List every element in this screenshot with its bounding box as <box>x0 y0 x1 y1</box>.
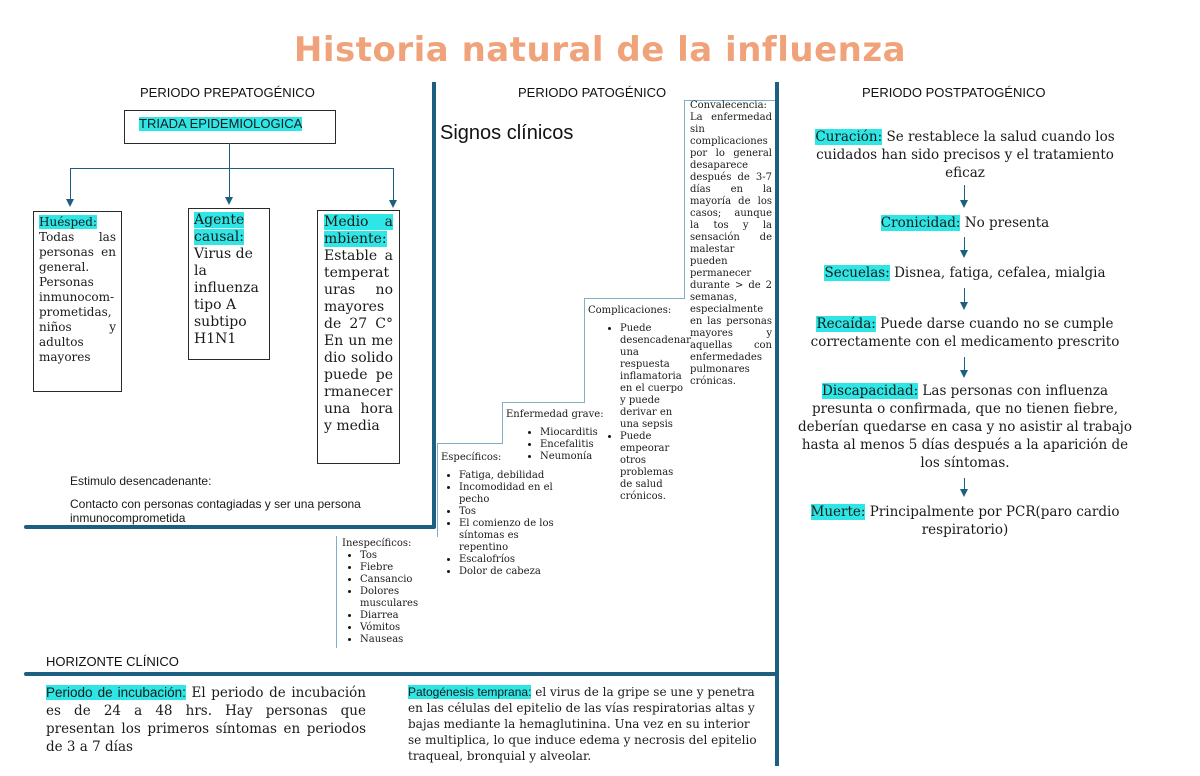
estimulo-text: Contacto con personas contagiadas y ser una persona inmunocomprometida <box>70 497 361 525</box>
patogenesis-text: el virus de la gripe se une y penetra en las células del epitelio de las vías respiratorias altas y bajas mediante la hemaglutinina. Una vez en su interior se multiplica, lo que induce edema y necrosis del epitelio traqueal, bronquial y alveolar. <box>408 685 757 763</box>
muerte-label: Muerte: <box>810 504 866 520</box>
divider-vertical-right <box>775 82 779 766</box>
inespecificos-label: Inespecíficos: <box>342 538 412 549</box>
patogenesis-label: Patogénesis temprana: <box>408 685 532 699</box>
list-item: • Vómitos <box>360 622 434 634</box>
cronicidad-block <box>800 214 1130 232</box>
connector-medio <box>393 168 394 201</box>
secuelas-text: Disnea, fatiga, cefalea, mialgia <box>889 265 1106 281</box>
post-connector <box>964 357 965 371</box>
header-prepatogenico: PERIODO PREPATOGÉNICO <box>140 85 315 100</box>
list-item: • El comienzo de los síntomas es repentino <box>459 518 561 554</box>
arrow-down-icon <box>389 200 397 208</box>
agente-text: Virus de la influenza tipo A subtipo H1N1 <box>194 246 259 347</box>
especificos-block <box>441 452 561 578</box>
muerte-text: Principalmente por PCR(paro cardio respiratorio) <box>865 504 1120 538</box>
curacion-label: Curación: <box>815 129 883 145</box>
complicaciones-block <box>588 305 691 503</box>
list-item: • Escalofríos <box>459 554 561 566</box>
inespecificos-list <box>342 550 434 646</box>
triada-label: TRIADA EPIDEMIOLOGICA <box>139 116 303 131</box>
divider-horizontal-horizonte <box>24 672 779 676</box>
recaida-block <box>800 315 1130 351</box>
list-item: • Neumonía <box>540 451 606 463</box>
list-item: • Diarrea <box>360 610 434 622</box>
list-item: • Fiebre <box>360 562 434 574</box>
page-title: Historia natural de la influenza <box>293 30 907 70</box>
triada-connector-stem <box>229 143 230 168</box>
post-connector <box>964 237 965 251</box>
arrow-down-icon <box>66 199 74 207</box>
muerte-block <box>800 503 1130 539</box>
especificos-label: Específicos: <box>441 452 502 463</box>
list-item: • Tos <box>360 550 434 562</box>
estimulo-label: Estimulo desencadenante: <box>70 474 212 488</box>
arrow-down-icon <box>960 489 968 497</box>
discapacidad-text: Las personas con influenza presunta o confirmada, que no tienen fiebre, deberían quedarse en casa y no asistir al trabajo hasta al menos 5 días después a la aparición de los síntomas. <box>798 383 1132 471</box>
curacion-block <box>800 128 1130 182</box>
huesped-box <box>33 211 122 392</box>
list-item: • Dolor de cabeza <box>459 566 561 578</box>
list-item: • Fatiga, debilidad <box>459 470 561 482</box>
arrow-down-icon <box>960 200 968 208</box>
incubacion-text: El periodo de incubación es de 24 a 48 hrs. Hay personas que presentan los primeros síntomas en periodos de 3 a 7 días <box>46 685 366 755</box>
especificos-list <box>441 470 561 578</box>
signos-clinicos-title: Signos clínicos <box>440 122 574 144</box>
secuelas-block <box>800 264 1130 282</box>
huesped-title: Huésped: <box>39 215 97 229</box>
patogenesis-block <box>408 684 758 764</box>
triada-connector-bar <box>70 168 394 169</box>
list-item: • Dolores musculares <box>360 586 434 610</box>
inespecificos-block <box>342 538 434 646</box>
cronicidad-text: No presenta <box>960 215 1050 231</box>
list-item: • Miocarditis <box>540 427 606 439</box>
list-item: • Tos <box>459 506 561 518</box>
connector-huesped <box>70 168 71 200</box>
incubacion-label: Periodo de incubación: <box>46 685 186 700</box>
triada-box <box>124 110 336 144</box>
medio-title: Medio ambiente: <box>324 214 393 247</box>
list-item: • Nauseas <box>360 634 434 646</box>
header-patogenico: PERIODO PATOGÉNICO <box>518 85 667 100</box>
secuelas-label: Secuelas: <box>824 265 890 281</box>
arrow-down-icon <box>960 302 968 310</box>
post-connector <box>964 185 965 201</box>
convalecencia-label: Convalecencia: <box>690 100 767 111</box>
connector-agente <box>229 168 230 198</box>
post-connector <box>964 288 965 303</box>
list-item: • Encefalitis <box>540 439 606 451</box>
agente-box <box>188 208 270 360</box>
list-item: • Puede desencadenar una respuesta inflamatoria en el cuerpo y puede derivar en una sepsis <box>620 323 688 431</box>
arrow-down-icon <box>225 197 233 205</box>
horizonte-clinico-label: HORIZONTE CLÍNICO <box>46 654 179 669</box>
curacion-text: Se restablece la salud cuando los cuidados han sido precisos y el tratamiento eficaz <box>816 129 1115 181</box>
arrow-down-icon <box>960 250 968 258</box>
agente-title: Agente causal: <box>194 212 245 245</box>
list-item: • Cansancio <box>360 574 434 586</box>
header-postpatogenico: PERIODO POSTPATOGÉNICO <box>862 85 1046 100</box>
list-item: • Incomodidad en el pecho <box>459 482 561 506</box>
recaida-label: Recaída: <box>816 316 876 332</box>
discapacidad-block <box>795 382 1135 472</box>
huesped-text: Todas las personas en general. Personas inmunocom-prometidas, niños y adultos mayores <box>39 230 116 364</box>
discapacidad-label: Discapacidad: <box>822 383 919 399</box>
list-item: • Puede empeorar otros problemas de salud crónicos. <box>620 431 688 503</box>
convalecencia-text: La enfermedad sin complicaciones por lo general desaparece después de 3-7 días en la mayoría de los casos; aunque la tos y la sensación de malestar pueden permanecer durante > de 2 semanas, especialmente en las personas mayores y aquellas con enfermedades pulmonares crónicas. <box>690 112 772 387</box>
grave-label: Enfermedad grave: <box>506 409 604 420</box>
arrow-down-icon <box>960 370 968 378</box>
complicaciones-list <box>588 323 691 503</box>
divider-horizontal-prepato <box>24 525 436 529</box>
medio-box <box>317 210 400 464</box>
medio-text: Estable a temperaturas no mayores de 27 C° En un medio solido puede permanecer una hora y media <box>324 248 393 434</box>
complicaciones-label: Complicaciones: <box>588 305 672 316</box>
cronicidad-label: Cronicidad: <box>880 215 961 231</box>
convalecencia-block <box>690 100 772 388</box>
incubacion-block <box>46 684 366 756</box>
recaida-text: Puede darse cuando no se cumple correctamente con el medicamento prescrito <box>810 316 1120 350</box>
divider-vertical-left <box>432 82 436 528</box>
